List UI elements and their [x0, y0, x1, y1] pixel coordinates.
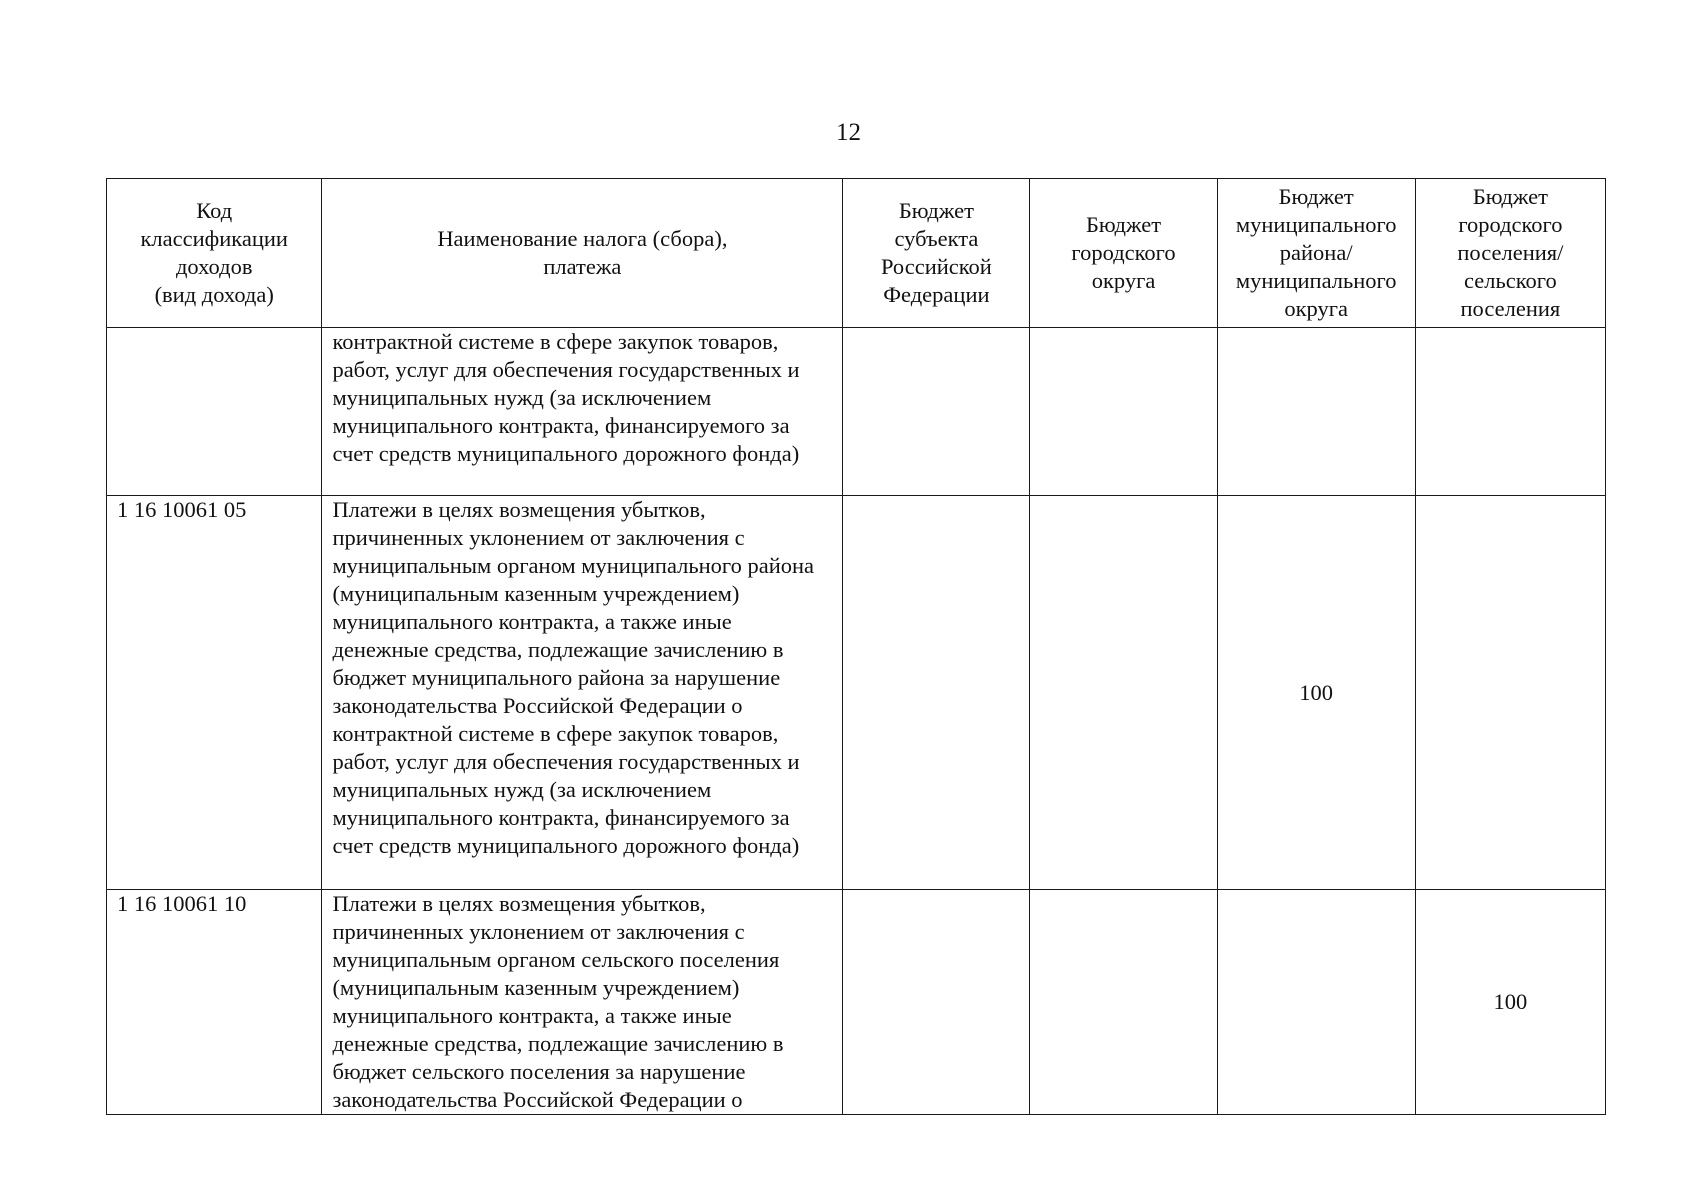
municipal-district-budget-cell [1217, 328, 1415, 496]
table-header-row [107, 179, 1606, 328]
city-district-budget-cell [1030, 496, 1217, 890]
tax-name-cell: Платежи в целях возмещения убытков, причиненных уклонением от заключения с муниципальным органом муниципального района (муниципальным казенным учреждением) муниципального контракта, а также иные денежные средства, подлежащие зачислению в бюджет муниципального района за нарушение законодательства Российской Федерации о контрактной системе в сфере закупок товаров, работ, услуг для обеспечения государственных и муниципальных нужд (за исключением муниципального контракта, финансируемого за счет средств муниципального дорожного фонда) [322, 496, 843, 890]
header-municipal-district-budget: Бюджет муниципального района/ муниципального округа [1217, 179, 1415, 328]
income-code-cell: 1 16 10061 05 [107, 496, 322, 890]
city-district-budget-cell [1030, 890, 1217, 1115]
municipal-district-budget-cell: 100 [1217, 496, 1415, 890]
city-district-budget-cell [1030, 328, 1217, 496]
table-row [107, 496, 1606, 890]
table-row [107, 890, 1606, 1115]
tax-name-cell: Платежи в целях возмещения убытков, причиненных уклонением от заключения с муниципальным органом сельского поселения (муниципальным казенным учреждением) муниципального контракта, а также иные денежные средства, подлежащие зачислению в бюджет сельского поселения за нарушение законодательства Российской Федерации о [322, 890, 843, 1115]
settlement-budget-cell [1415, 496, 1605, 890]
subject-budget-cell [843, 496, 1030, 890]
header-settlement-budget: Бюджет городского поселения/ сельского поселения [1415, 179, 1605, 328]
header-city-district-budget: Бюджет городского округа [1030, 179, 1217, 328]
header-income-code: Код классификации доходов (вид дохода) [107, 179, 322, 328]
header-tax-name: Наименование налога (сбора), платежа [322, 179, 843, 328]
page-number: 12 [836, 119, 861, 146]
municipal-district-budget-cell [1217, 890, 1415, 1115]
table-row [107, 328, 1606, 496]
subject-budget-cell [843, 890, 1030, 1115]
settlement-budget-cell: 100 [1415, 890, 1605, 1115]
subject-budget-cell [843, 328, 1030, 496]
tax-name-cell: контрактной системе в сфере закупок товаров, работ, услуг для обеспечения государственных и муниципальных нужд (за исключением муниципального контракта, финансируемого за счет средств муниципального дорожного фонда) [322, 328, 843, 496]
income-code-cell [107, 328, 322, 496]
income-distribution-table [106, 178, 1606, 1115]
settlement-budget-cell [1415, 328, 1605, 496]
header-subject-budget: Бюджет субъекта Российской Федерации [843, 179, 1030, 328]
income-code-cell: 1 16 10061 10 [107, 890, 322, 1115]
